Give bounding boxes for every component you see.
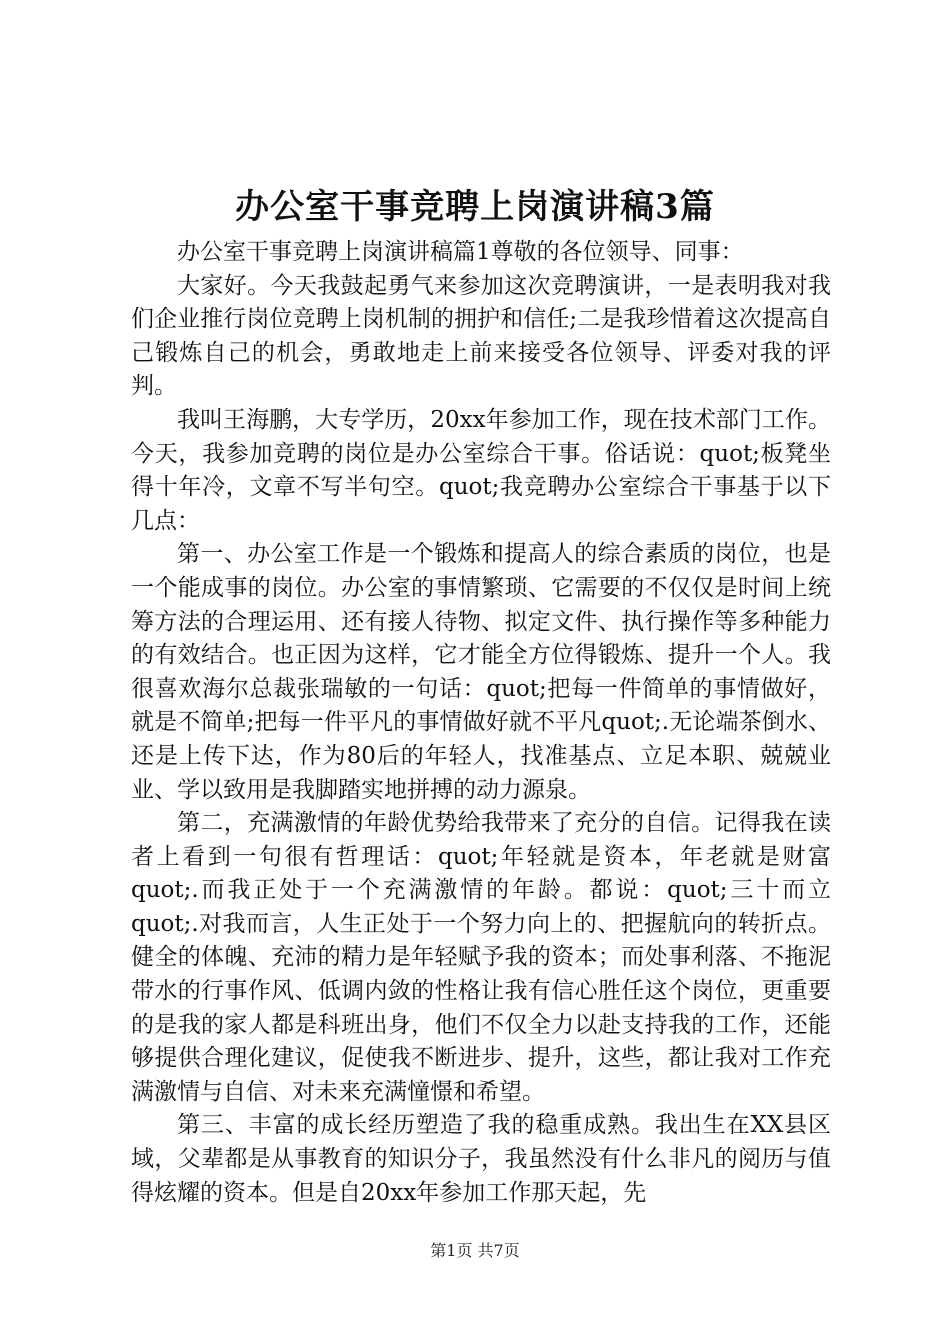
paragraph-1: 办公室干事竞聘上岗演讲稿篇1尊敬的各位领导、同事：: [177, 239, 744, 265]
document-title: 办公室干事竞聘上岗演讲稿3篇: [235, 187, 715, 227]
paragraph-4: 第一、办公室工作是一个锻炼和提高人的综合素质的岗位，也是一个能成事的岗位。办公室的事情繁琐、它需要的不仅仅是时间上统筹方法的合理运用、还有接人待物、拟定文件、执行操作等多种能力的有效结合。也正因为这样，它才能全方位得锻炼、提升一个人。我很喜欢海尔总裁张瑞敏的一句话：quot;把每一件简单的事情做好，就是不简单;把每一件平凡的事情做好就不平凡quot;.无论端茶倒水、还是上传下达，作为80后的年轻人，找准基点、立足本职、兢兢业业、学以致用是我脚踏实地拼搏的动力源泉。: [131, 541, 831, 803]
paragraph-2: 大家好。今天我鼓起勇气来参加这次竞聘演讲，一是表明我对我们企业推行岗位竞聘上岗机制的拥护和信任;二是我珍惜着这次提高自己锻炼自己的机会，勇敢地走上前来接受各位领导、评委对我的评判。: [131, 272, 831, 400]
paragraph-6: 第三、丰富的成长经历塑造了我的稳重成熟。我出生在XX县区域，父辈都是从事教育的知识分子，我虽然没有什么非凡的阅历与值得炫耀的资本。但是自20xx年参加工作那天起，先: [131, 1112, 831, 1206]
paragraph-3: 我叫王海鹏，大专学历，20xx年参加工作，现在技术部门工作。今天，我参加竞聘的岗位是办公室综合干事。俗话说：quot;板凳坐得十年冷，文章不写半句空。quot;我竞聘办公室综合干事基于以下几点：: [131, 406, 831, 534]
document-body: [131, 236, 831, 1210]
paragraph-5: 第二，充满激情的年龄优势给我带来了充分的自信。记得我在读者上看到一句很有哲理话：quot;年轻就是资本，年老就是财富quot;.而我正处于一个充满激情的年龄。都说：quot;三十而立quot;.对我而言，人生正处于一个努力向上的、把握航向的转折点。健全的体魄、充沛的精力是年轻赋予我的资本；而处事利落、不拖泥带水的行事作风、低调内敛的性格让我有信心胜任这个岗位，更重要的是我的家人都是科班出身，他们不仅全力以赴支持我的工作，还能够提供合理化建议，促使我不断进步、提升，这些，都让我对工作充满激情与自信、对未来充满憧憬和希望。: [131, 810, 831, 1105]
page-footer: 第1页 共7页: [430, 1241, 520, 1260]
